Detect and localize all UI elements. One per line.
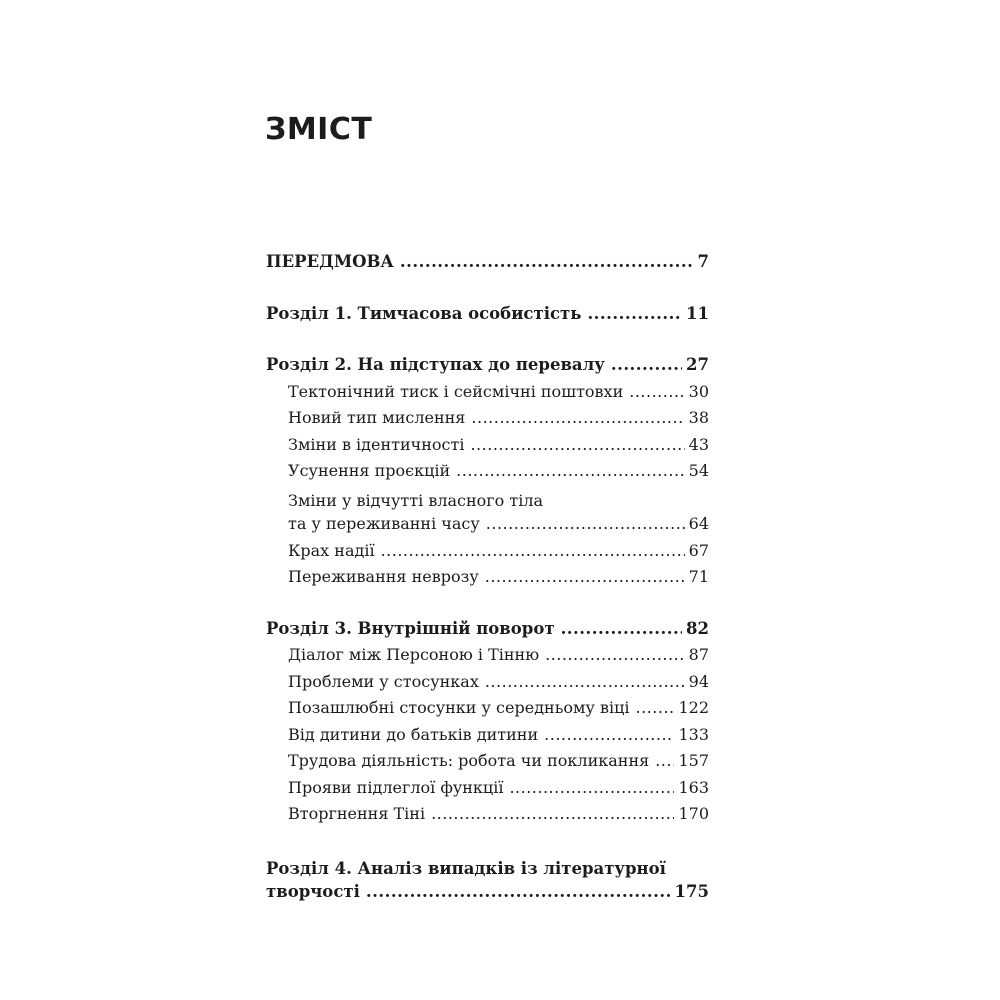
toc-entry-label: Діалог між Персоною і Тінню bbox=[288, 645, 540, 664]
toc-page-number: 157 bbox=[678, 751, 709, 770]
toc-entry-label: Вторгнення Тіні bbox=[288, 804, 426, 823]
toc-subentry[interactable] bbox=[266, 461, 709, 488]
toc-page-number: 43 bbox=[688, 434, 709, 454]
toc-entry-chapter-4-line1[interactable]: Розділ 4. Аналіз випадків із літературної bbox=[266, 858, 666, 878]
dot-leader bbox=[400, 252, 694, 271]
dot-leader bbox=[470, 435, 684, 454]
toc-entry-chapter-3[interactable] bbox=[266, 619, 709, 646]
table-of-contents bbox=[266, 252, 709, 909]
toc-page-number: 11 bbox=[686, 303, 709, 323]
toc-entry-chapter-1[interactable] bbox=[266, 304, 709, 331]
toc-entry-label: та у переживанні часу bbox=[288, 514, 480, 533]
toc-subentry[interactable] bbox=[266, 541, 709, 568]
toc-page-number: 163 bbox=[678, 777, 709, 797]
toc-entry-label: Трудова діяльність: робота чи покликання bbox=[288, 751, 650, 770]
toc-subentry[interactable] bbox=[266, 645, 709, 672]
toc-page-number: 54 bbox=[688, 461, 709, 480]
dot-leader bbox=[366, 882, 671, 901]
dot-leader bbox=[587, 304, 682, 323]
toc-page-number: 64 bbox=[688, 514, 709, 533]
dot-leader bbox=[544, 725, 674, 744]
toc-entry-label: Проблеми у стосунках bbox=[288, 671, 479, 691]
toc-subentry[interactable] bbox=[266, 514, 709, 541]
toc-page-number: 27 bbox=[686, 355, 709, 374]
toc-entry-preface[interactable] bbox=[266, 252, 709, 279]
toc-entry-label: Тектонічний тиск і сейсмічні поштовхи bbox=[288, 381, 624, 401]
dot-leader bbox=[485, 672, 685, 691]
toc-entry-chapter-4[interactable] bbox=[266, 882, 709, 909]
dot-leader bbox=[486, 514, 685, 533]
toc-page-number: 122 bbox=[678, 698, 709, 717]
toc-page-number: 170 bbox=[678, 804, 709, 823]
toc-entry-label: Усунення проєкцій bbox=[288, 461, 451, 480]
page-title: ЗМІСТ bbox=[265, 112, 373, 147]
toc-entry-label: Позашлюбні стосунки у середньому віці bbox=[288, 698, 630, 717]
toc-page-number: 94 bbox=[688, 671, 709, 691]
toc-entry-label: Прояви підлеглої функції bbox=[288, 777, 504, 797]
toc-entry-label: Переживання неврозу bbox=[288, 567, 479, 586]
toc-subentry[interactable] bbox=[266, 435, 709, 462]
toc-subentry-label-line1[interactable]: Зміни у відчутті власного тіла bbox=[288, 490, 544, 510]
toc-page-number: 82 bbox=[686, 618, 709, 638]
toc-entry-label: Розділ 3. Внутрішній поворот bbox=[266, 618, 555, 638]
toc-page-number: 87 bbox=[688, 645, 709, 664]
toc-subentry[interactable] bbox=[266, 804, 709, 831]
toc-entry-label: Розділ 2. На підступах до перевалу bbox=[266, 355, 605, 374]
toc-page-number: 38 bbox=[688, 408, 709, 427]
dot-leader bbox=[485, 567, 685, 586]
toc-page-number: 7 bbox=[697, 252, 709, 271]
dot-leader bbox=[611, 355, 682, 374]
toc-entry-label: Розділ 1. Тимчасова особистість bbox=[266, 303, 582, 323]
dot-leader bbox=[545, 645, 685, 664]
dot-leader bbox=[456, 461, 684, 480]
toc-subentry[interactable] bbox=[266, 698, 709, 725]
toc-subentry[interactable] bbox=[266, 751, 709, 778]
toc-subentry[interactable] bbox=[266, 672, 709, 699]
toc-entry-chapter-2[interactable] bbox=[266, 355, 709, 382]
toc-entry-label: Новий тип мислення bbox=[288, 408, 466, 427]
dot-leader bbox=[431, 804, 674, 823]
dot-leader bbox=[471, 408, 684, 427]
toc-page-number: 30 bbox=[688, 381, 709, 401]
toc-entry-label: Крах надії bbox=[288, 540, 375, 560]
toc-subentry[interactable] bbox=[266, 725, 709, 752]
toc-page-number: 71 bbox=[688, 567, 709, 586]
toc-subentry[interactable] bbox=[266, 778, 709, 805]
toc-entry-label: Зміни в ідентичності bbox=[288, 434, 465, 454]
toc-page-number: 67 bbox=[688, 540, 709, 560]
toc-entry-label: творчості bbox=[266, 882, 360, 901]
dot-leader bbox=[561, 619, 682, 638]
toc-page-number: 175 bbox=[674, 882, 709, 901]
toc-entry-label: Від дитини до батьків дитини bbox=[288, 724, 539, 744]
toc-subentry[interactable] bbox=[266, 567, 709, 594]
toc-subentry[interactable] bbox=[266, 382, 709, 409]
dot-leader bbox=[381, 541, 685, 560]
toc-entry-label: ПЕРЕДМОВА bbox=[266, 252, 394, 271]
dot-leader bbox=[629, 382, 684, 401]
dot-leader bbox=[636, 698, 675, 717]
toc-subentry[interactable] bbox=[266, 408, 709, 435]
toc-page-number: 133 bbox=[678, 724, 709, 744]
dot-leader bbox=[655, 751, 674, 770]
dot-leader bbox=[509, 778, 674, 797]
